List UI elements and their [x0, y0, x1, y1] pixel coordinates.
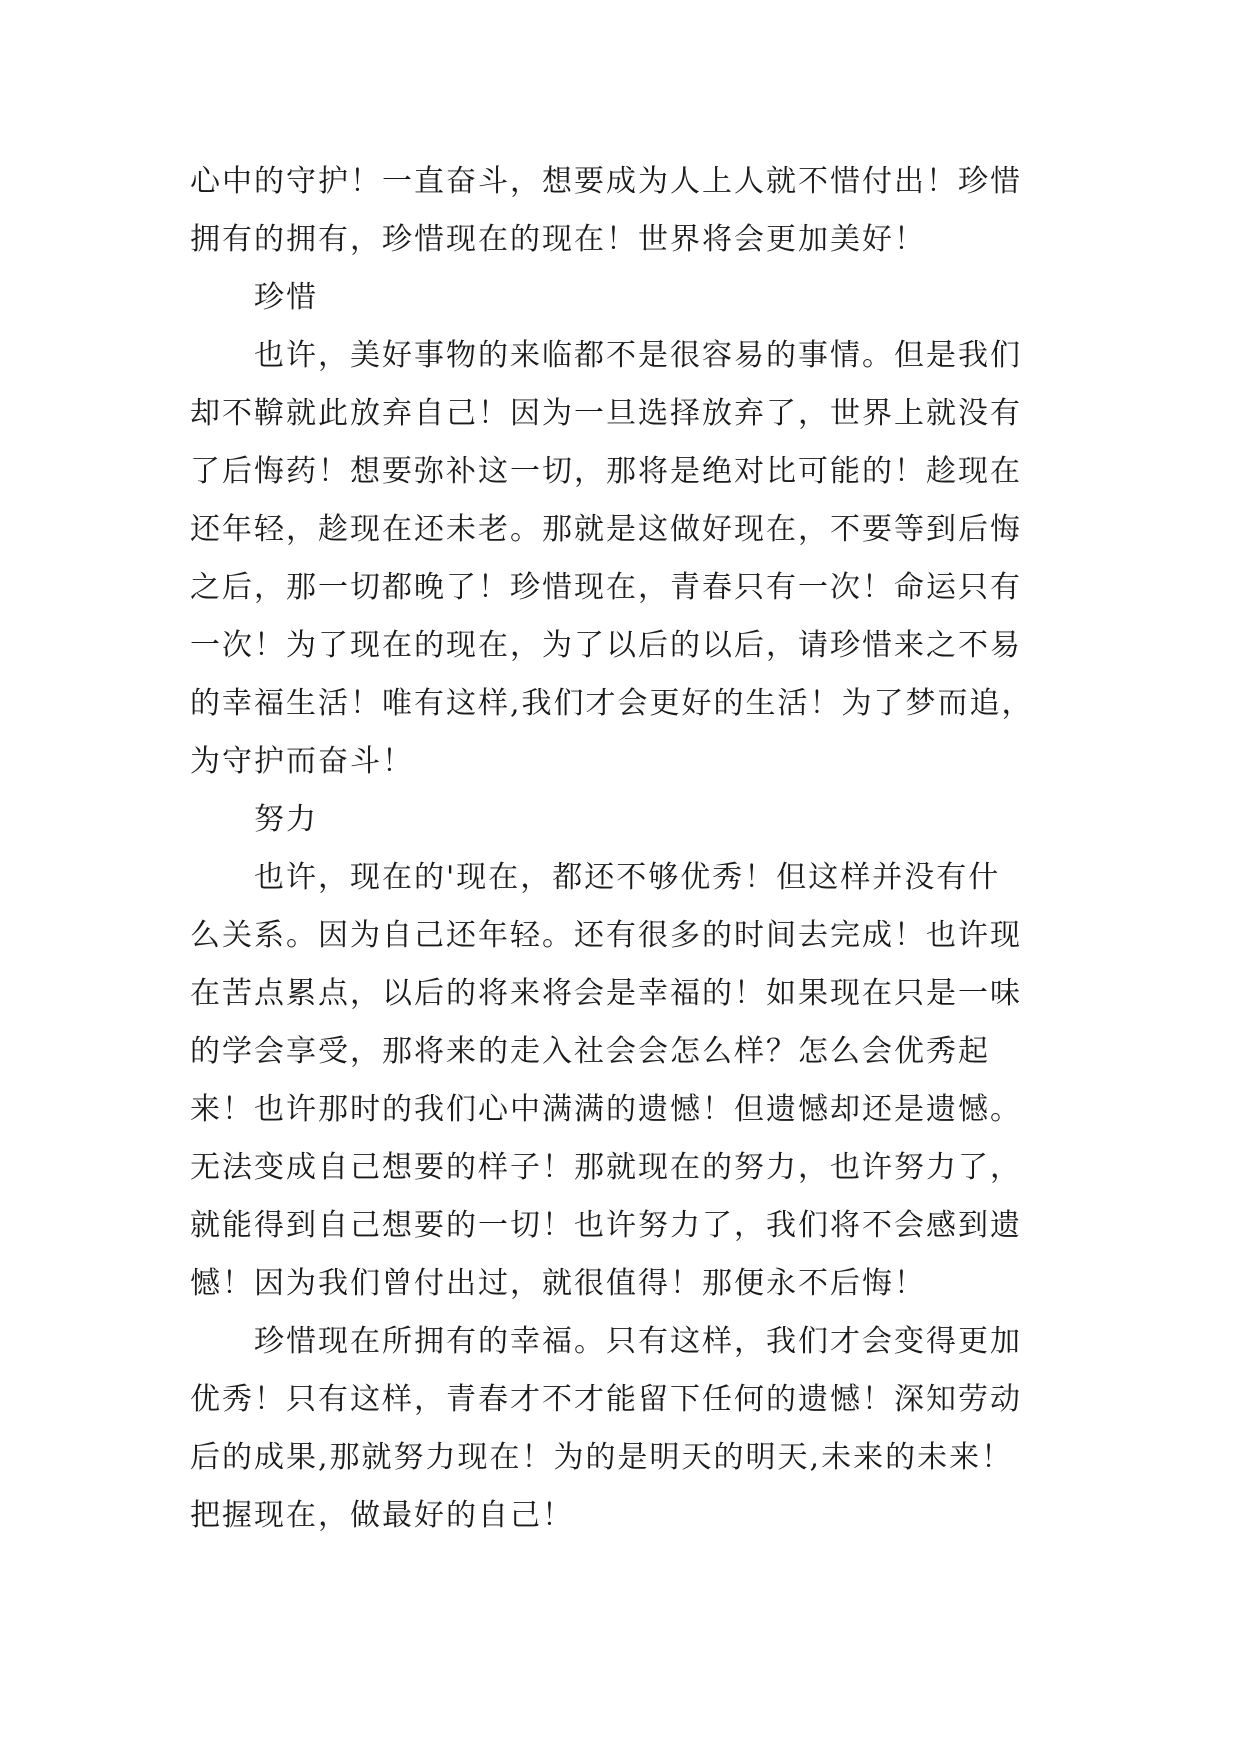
text-line: 珍惜现在所拥有的幸福。只有这样，我们才会变得更加 [254, 1324, 1022, 1359]
text-line: 优秀！只有这样，青春才不才能留下任何的遗憾！深知劳动 [190, 1382, 1022, 1417]
text-line: 就能得到自己想要的一切！也许努力了，我们将不会感到遗 [190, 1208, 1022, 1243]
text-line: 后的成果,那就努力现在！为的是明天的明天,未来的未来！ [190, 1440, 1014, 1475]
document-body [190, 153, 1070, 1545]
text-line: 还年轻，趁现在还未老。那就是这做好现在，不要等到后悔 [190, 512, 1022, 547]
text-line: 为守护而奋斗！ [190, 744, 414, 779]
text-line: 来！也许那时的我们心中满满的遗憾！但遗憾却还是遗憾。 [190, 1092, 1022, 1127]
text-line: 却不鞥就此放弃自己！因为一旦选择放弃了，世界上就没有 [190, 396, 1022, 431]
text-line: 也许，美好事物的来临都不是很容易的事情。但是我们 [254, 338, 1022, 373]
section-heading: 努力 [254, 802, 318, 837]
text-line: 把握现在，做最好的自己！ [190, 1498, 574, 1533]
text-line: 憾！因为我们曾付出过，就很值得！那便永不后悔！ [190, 1266, 926, 1301]
text-line: 一次！为了现在的现在，为了以后的以后，请珍惜来之不易 [190, 628, 1022, 663]
text-line: 心中的守护！一直奋斗，想要成为人上人就不惜付出！珍惜 [190, 164, 1022, 199]
section-heading: 珍惜 [254, 280, 318, 315]
text-line: 么关系。因为自己还年轻。还有很多的时间去完成！也许现 [190, 918, 1022, 953]
text-line: 无法变成自己想要的样子！那就现在的努力，也许努力了， [190, 1150, 1022, 1185]
text-line: 的幸福生活！唯有这样,我们才会更好的生活！为了梦而追， [190, 686, 1034, 721]
text-line: 在苦点累点，以后的将来将会是幸福的！如果现在只是一味 [190, 976, 1022, 1011]
text-line: 拥有的拥有，珍惜现在的现在！世界将会更加美好！ [190, 222, 926, 257]
text-line: 的学会享受，那将来的走入社会会怎么样？怎么会优秀起 [190, 1034, 990, 1069]
text-line: 之后，那一切都晚了！珍惜现在，青春只有一次！命运只有 [190, 570, 1022, 605]
text-line: 也许，现在的'现在，都还不够优秀！但这样并没有什 [254, 860, 1001, 895]
text-line: 了后悔药！想要弥补这一切，那将是绝对比可能的！趁现在 [190, 454, 1022, 489]
